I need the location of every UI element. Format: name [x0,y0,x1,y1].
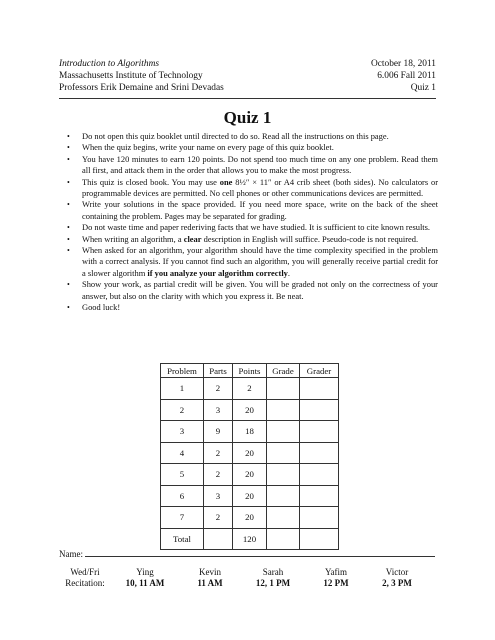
grade-cell [267,507,300,529]
table-row: 7 2 20 [161,507,339,529]
bullet-icon: • [67,132,70,141]
table-row: 6 3 20 [161,485,339,507]
bullet-icon: • [67,303,70,313]
recitation-option-kevin: Kevin 11 AM [197,567,223,588]
header-rule [59,98,436,99]
instruction-item: • When the quiz begins, write your name on every page of this quiz booklet. [67,142,334,153]
bullet-icon: • [67,223,70,233]
col-header-points: Points [233,364,267,378]
grade-cell [267,442,300,464]
instruction-item: • Show your work, as partial credit will be given. You will be graded not only on the correctness of your answer, but also on the clarity with which you express it. Be neat. [67,279,438,301]
instruction-item: • Good luck! [67,302,121,313]
course-term: 6.006 Fall 2011 [377,71,436,81]
grade-cell [267,528,300,550]
table-header-row [161,364,339,378]
grader-cell [300,507,339,529]
grader-cell [300,442,339,464]
grade-cell [267,485,300,507]
grade-cell [267,378,300,400]
col-header-grade: Grade [267,364,300,378]
recitation-label: Wed/Fri Recitation: [65,567,105,588]
instruction-item: • When writing an algorithm, a clear description in English will suffice. Pseudo-code is not required. [67,233,419,244]
bullet-icon: • [67,200,70,210]
col-header-grader: Grader [300,364,339,378]
grader-cell [300,421,339,443]
table-row: 1 2 2 [161,378,339,400]
name-label: Name: [59,549,83,559]
course-name: Introduction to Algorithms [59,59,160,69]
instruction-item: • Do not waste time and paper rederiving facts that we have studied. It is sufficient to cite known results. [67,222,431,233]
quiz-label: Quiz 1 [410,83,436,93]
grader-cell [300,464,339,486]
bullet-icon: • [67,234,70,244]
table-row: 5 2 20 [161,464,339,486]
instruction-item: • Do not open this quiz booklet until directed to do so. Read all the instructions on this page. [67,131,389,141]
table-row: 4 2 20 [161,442,339,464]
page-header [59,58,436,94]
instruction-item: • You have 120 minutes to earn 120 points. Do not spend too much time on any one problem. Read them all first, and attack them in the order that allows you to make the most progress. [67,153,438,176]
instruction-item: • This quiz is closed book. You may use one 8½″ × 11″ or A4 crib sheet (both sides). No calculators or programmable devices are permitted. No cell phones or other communications devices are permitted. [67,176,439,199]
grading-table [160,363,339,550]
institution-name: Massachusetts Institute of Technology [59,71,203,81]
grader-cell [300,485,339,507]
name-field [59,548,435,559]
grade-cell [267,421,300,443]
grader-cell [300,378,339,400]
quiz-date: October 18, 2011 [370,59,436,69]
table-row: 2 3 20 [161,399,339,421]
recitation-option-sarah: Sarah 12, 1 PM [255,567,291,588]
bullet-icon: • [67,143,70,153]
recitation-option-yafim: Yafim 12 PM [323,567,349,588]
bullet-icon: • [67,154,70,164]
grader-cell [300,399,339,421]
instruction-item: • Write your solutions in the space provided. If you need more space, write on the back of the sheet containing the problem. Pages may be separated for grading. [67,199,438,221]
bullet-icon: • [67,177,70,187]
bullet-icon: • [67,280,70,290]
name-blank-line [85,548,435,557]
col-header-parts: Parts [204,364,233,378]
grade-cell [267,399,300,421]
table-total-row: Total 120 [161,528,339,550]
grade-cell [267,464,300,486]
grader-cell [300,528,339,550]
bullet-icon: • [67,246,70,256]
instructions-list [66,131,438,314]
col-header-problem: Problem [161,364,204,378]
instruction-item: • When asked for an algorithm, your algorithm should have the time complexity specified in the problem with a correct analysis. If you cannot find such an algorithm, you will generally receive partial credit for a slower algorithm if you analyze your algorithm correctly. [67,245,438,278]
recitation-option-ying: Ying 10, 11 AM [125,567,165,588]
page-title: Quiz 1 [223,108,272,127]
table-row: 3 9 18 [161,421,339,443]
recitation-option-victor: Victor 2, 3 PM [382,567,412,588]
professors: Professors Erik Demaine and Srini Devadas [59,83,224,93]
